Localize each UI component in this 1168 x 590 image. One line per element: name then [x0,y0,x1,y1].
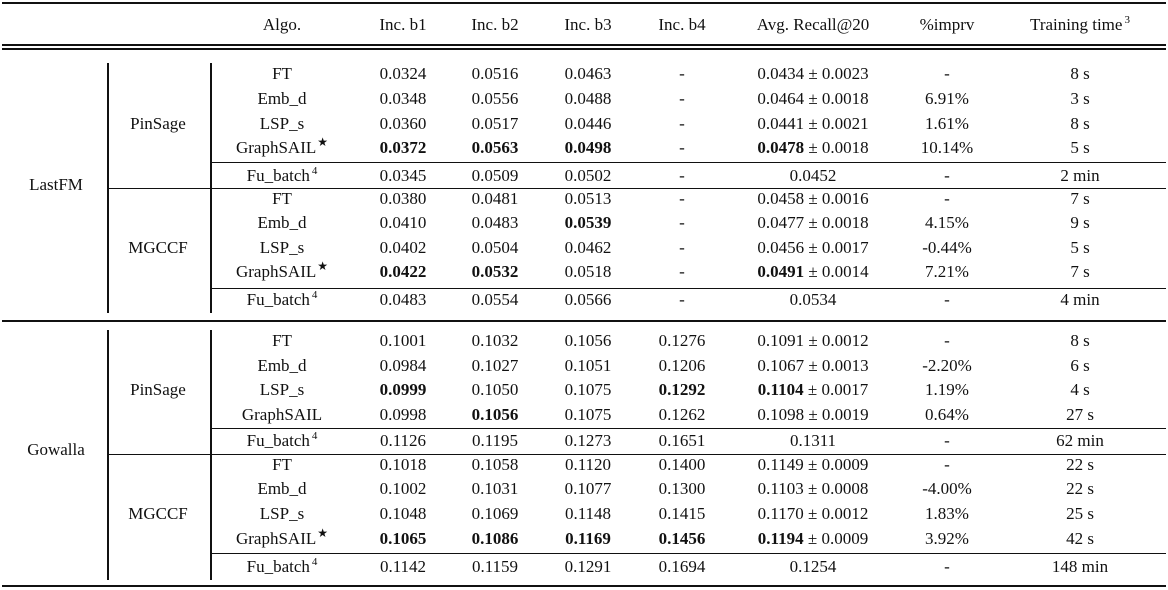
star-marker: ★ [317,259,329,273]
recall-value: 0.0458 [757,189,805,208]
column-header-label: Inc. b2 [471,15,519,34]
algo-name: FT [272,64,292,83]
table-cell [980,89,1168,109]
b3-value: 0.0566 [564,290,612,309]
b2-value: 0.1058 [471,455,519,474]
b2-value: 0.0504 [471,238,519,257]
time-value: 22 s [1066,479,1094,498]
algo-name: LSP_s [259,238,305,257]
b2-value: 0.1069 [471,504,519,523]
rule [210,162,1166,163]
b3-value: 0.0513 [564,189,612,208]
b1-value: 0.0998 [379,405,427,424]
b1-value: 0.1126 [379,431,427,450]
time-value: 22 s [1066,455,1094,474]
imprv-value: - [944,557,950,576]
b1-value: 0.1001 [379,331,427,350]
recall-value: 0.1149 [757,455,804,474]
model-label: MGCCF [128,238,188,257]
b3-value: 0.1148 [564,504,612,523]
recall-value: 0.0478 [757,138,805,157]
imprv-value: -2.20% [922,356,972,375]
b2-value: 0.1031 [471,479,519,498]
time-value: 8 s [1070,64,1090,83]
b2-value: 0.0563 [471,138,519,157]
time-value: 5 s [1070,238,1090,257]
b4-value: 0.1694 [658,557,706,576]
b4-value: 0.1262 [658,405,706,424]
time-value: 9 s [1070,213,1090,232]
b1-value: 0.0380 [379,189,427,208]
rule [2,320,1166,322]
b4-value: 0.1206 [658,356,706,375]
table-cell [980,262,1168,282]
recall-value: 0.1170 [757,504,804,523]
b4-value: 0.1300 [658,479,706,498]
imprv-value: 7.21% [925,262,969,281]
column-header-label: Training time [1030,15,1123,34]
b3-value: 0.0539 [564,213,612,232]
algo-name: Fu_batch [246,166,310,185]
dataset-label: Gowalla [27,440,85,459]
recall-std: ± 0.0016 [808,189,869,208]
b2-value: 0.1086 [471,529,519,548]
footnote-marker: 4 [311,430,318,442]
b2-value: 0.1032 [471,331,519,350]
recall-value: 0.1104 [757,380,804,399]
b4-value: - [679,89,685,108]
table-cell [980,479,1168,499]
recall-value: 0.1067 [757,356,805,375]
time-value: 4 s [1070,380,1090,399]
time-value: 8 s [1070,114,1090,133]
table-cell [980,431,1168,451]
b3-value: 0.1077 [564,479,612,498]
column-header-label: Avg. Recall@20 [756,15,870,34]
imprv-value: 1.83% [925,504,969,523]
recall-value: 0.1194 [757,529,804,548]
b1-value: 0.1018 [379,455,427,474]
table-cell [980,114,1168,134]
b3-value: 0.0462 [564,238,612,257]
imprv-value: 3.92% [925,529,969,548]
model-label: MGCCF [128,504,188,523]
b1-value: 0.0372 [379,138,427,157]
time-value: 42 s [1066,529,1094,548]
b4-value: 0.1276 [658,331,706,350]
recall-std: ± 0.0017 [808,238,869,257]
table-cell [980,64,1168,84]
imprv-value: 1.61% [925,114,969,133]
imprv-value: 4.15% [925,213,969,232]
time-value: 27 s [1066,405,1094,424]
b1-value: 0.1048 [379,504,427,523]
b2-value: 0.0483 [471,213,519,232]
imprv-value: 6.91% [925,89,969,108]
time-value: 6 s [1070,356,1090,375]
recall-std: ± 0.0008 [808,479,869,498]
imprv-value: - [944,431,950,450]
b3-value: 0.1056 [564,331,612,350]
rule [2,2,1166,4]
algo-name: Emb_d [257,213,307,232]
recall-value: 0.0434 [757,64,805,83]
b1-value: 0.0410 [379,213,427,232]
b3-value: 0.1075 [564,380,612,399]
table-cell [980,138,1168,158]
recall-value: 0.0477 [757,213,805,232]
b2-value: 0.1050 [471,380,519,399]
time-value: 7 s [1070,262,1090,281]
b3-value: 0.0446 [564,114,612,133]
algo-name: Emb_d [257,479,307,498]
b3-value: 0.0498 [564,138,612,157]
table-cell [980,331,1168,351]
rule [2,585,1166,587]
b4-value: - [679,238,685,257]
algo-name: FT [272,189,292,208]
rule [2,48,1166,50]
table-cell [980,380,1168,400]
algo-name: Fu_batch [246,431,310,450]
column-header-label: %imprv [919,15,975,34]
b2-value: 0.0516 [471,64,519,83]
b1-value: 0.0999 [379,380,427,399]
table-cell [980,166,1168,186]
time-value: 25 s [1066,504,1094,523]
b3-value: 0.0518 [564,262,612,281]
imprv-value: - [944,189,950,208]
algo-name: Fu_batch [246,557,310,576]
rule [2,44,1166,46]
time-value: 62 min [1056,431,1104,450]
b2-value: 0.1195 [471,431,519,450]
b4-value: 0.1456 [658,529,706,548]
algo-name: GraphSAIL [235,262,317,281]
time-value: 3 s [1070,89,1090,108]
imprv-value: - [944,64,950,83]
b1-value: 0.1142 [379,557,427,576]
b4-value: 0.1415 [658,504,706,523]
imprv-value: - [944,331,950,350]
b1-value: 0.0402 [379,238,427,257]
b2-value: 0.1159 [471,557,519,576]
time-value: 5 s [1070,138,1090,157]
b1-value: 0.0345 [379,166,427,185]
recall-std: ± 0.0013 [808,356,869,375]
footnote-marker: 4 [311,289,318,301]
b4-value: - [679,114,685,133]
recall-value: 0.0464 [757,89,805,108]
star-marker: ★ [317,526,329,540]
table-cell [980,504,1168,524]
b1-value: 0.0360 [379,114,427,133]
recall-std: ± 0.0019 [808,405,869,424]
recall-value: 0.1254 [789,557,837,576]
table-cell [980,356,1168,376]
column-header-label: Inc. b4 [658,15,706,34]
column-header-label: Algo. [262,15,302,34]
b1-value: 0.0984 [379,356,427,375]
b1-value: 0.0483 [379,290,427,309]
b4-value: - [679,166,685,185]
recall-std: ± 0.0018 [808,89,869,108]
recall-std: ± 0.0009 [807,529,869,548]
b3-value: 0.1273 [564,431,612,450]
footnote-marker: 4 [311,165,318,177]
b4-value: 0.1651 [658,431,706,450]
b2-value: 0.1027 [471,356,519,375]
recall-std: ± 0.0023 [808,64,869,83]
recall-value: 0.1103 [757,479,804,498]
b3-value: 0.1120 [564,455,612,474]
recall-std: ± 0.0012 [808,331,869,350]
imprv-value: - [944,455,950,474]
algo-name: LSP_s [259,380,305,399]
b3-value: 0.1291 [564,557,612,576]
column-header-label: Inc. b1 [379,15,427,34]
recall-std: ± 0.0021 [808,114,869,133]
table-cell [980,455,1168,475]
model-label: PinSage [130,380,186,399]
b2-value: 0.0532 [471,262,519,281]
table-cell [980,238,1168,258]
algo-name: GraphSAIL [241,405,323,424]
time-value: 7 s [1070,189,1090,208]
recall-value: 0.0456 [757,238,805,257]
table-cell [980,213,1168,233]
recall-value: 0.1091 [757,331,805,350]
b3-value: 0.0488 [564,89,612,108]
algo-name: GraphSAIL [235,138,317,157]
column-header-label: Inc. b3 [564,15,612,34]
b3-value: 0.0502 [564,166,612,185]
recall-std: ± 0.0014 [808,262,869,281]
b4-value: - [679,213,685,232]
algo-name: LSP_s [259,114,305,133]
imprv-value: - [944,290,950,309]
rule [210,288,1166,289]
star-marker: ★ [317,135,329,149]
b1-value: 0.1002 [379,479,427,498]
b4-value: - [679,290,685,309]
table-cell [980,405,1168,425]
b3-value: 0.1075 [564,405,612,424]
algo-name: FT [272,455,292,474]
b4-value: - [679,138,685,157]
algo-name: GraphSAIL [235,529,317,548]
b4-value: 0.1400 [658,455,706,474]
algo-name: Emb_d [257,89,307,108]
b1-value: 0.1065 [379,529,427,548]
recall-value: 0.1098 [757,405,805,424]
b2-value: 0.0556 [471,89,519,108]
time-value: 8 s [1070,331,1090,350]
b3-value: 0.0463 [564,64,612,83]
b3-value: 0.1051 [564,356,612,375]
time-value: 4 min [1060,290,1100,309]
b4-value: - [679,189,685,208]
rule [210,553,1166,554]
time-value: 148 min [1051,557,1109,576]
b2-value: 0.0509 [471,166,519,185]
recall-value: 0.0534 [789,290,837,309]
table-cell [980,189,1168,209]
b4-value: - [679,262,685,281]
recall-std: ± 0.0009 [808,455,869,474]
b2-value: 0.0554 [471,290,519,309]
b1-value: 0.0422 [379,262,427,281]
table-cell [980,557,1168,577]
imprv-value: 0.64% [925,405,969,424]
footnote-marker: 4 [311,556,318,568]
algo-name: Emb_d [257,356,307,375]
recall-std: ± 0.0012 [808,504,869,523]
algo-name: LSP_s [259,504,305,523]
table-cell [980,290,1168,310]
b2-value: 0.1056 [471,405,519,424]
recall-value: 0.0491 [757,262,805,281]
time-value: 2 min [1060,166,1100,185]
b4-value: - [679,64,685,83]
recall-value: 0.0452 [789,166,837,185]
rule [210,428,1166,429]
b3-value: 0.1169 [565,529,611,548]
dataset-label: LastFM [29,175,83,194]
footnote-marker: 3 [1124,14,1130,26]
column-header [980,15,1168,37]
table-cell [980,529,1168,549]
b4-value: 0.1292 [658,380,706,399]
recall-std: ± 0.0018 [808,213,869,232]
recall-value: 0.0441 [757,114,805,133]
recall-std: ± 0.0017 [807,380,869,399]
model-label: PinSage [130,114,186,133]
b1-value: 0.0324 [379,64,427,83]
b2-value: 0.0481 [471,189,519,208]
b2-value: 0.0517 [471,114,519,133]
imprv-value: -4.00% [922,479,972,498]
imprv-value: - [944,166,950,185]
algo-name: FT [272,331,292,350]
recall-value: 0.1311 [789,431,837,450]
imprv-value: -0.44% [922,238,972,257]
imprv-value: 10.14% [920,138,974,157]
imprv-value: 1.19% [925,380,969,399]
recall-std: ± 0.0018 [808,138,869,157]
b1-value: 0.0348 [379,89,427,108]
algo-name: Fu_batch [246,290,310,309]
